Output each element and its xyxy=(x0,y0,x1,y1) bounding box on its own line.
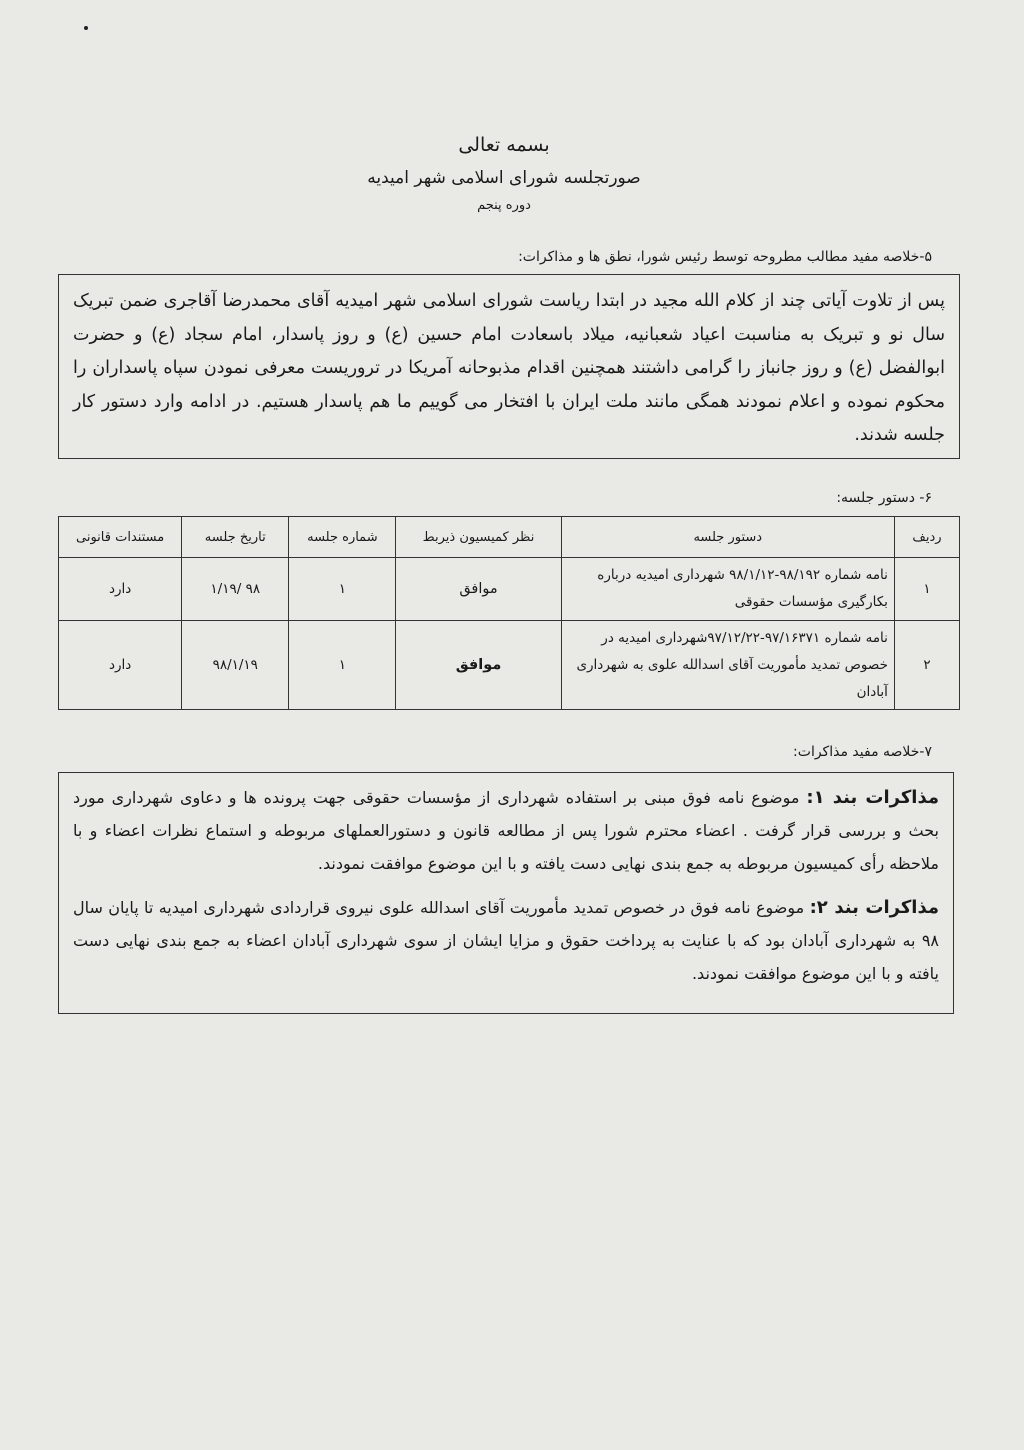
row-docs: دارد xyxy=(59,558,182,621)
discussion-text: موضوع نامه فوق مبنی بر استفاده شهرداری از مؤسسات حقوقی جهت پرونده ها و دعاوی شهرداری مورد بحث و بررسی قرار گرفت . اعضاء محترم شورا پس از مطالعه قانون و دستورالعملهای مربوطه و استماع نظرات اعضاء و با ملاحظه رأی کمیسیون مربوطه به جمع بندی نهایی دست یافته و با این موضوع موافقت نمودند. xyxy=(73,788,939,873)
col-header-opinion: نظر کمیسیون ذیربط xyxy=(396,517,561,558)
col-header-topic: دستور جلسه xyxy=(561,517,894,558)
row-topic: نامه شماره ۹۸/۱۹۲-۹۸/۱/۱۲ شهرداری امیدیه درباره بکارگیری مؤسسات حقوقی xyxy=(561,558,894,621)
row-date: ۹۸ /۱/۱۹ xyxy=(182,558,289,621)
table-row xyxy=(59,558,960,621)
col-header-docs: مستندات قانونی xyxy=(59,517,182,558)
section7-box xyxy=(58,772,954,1014)
ink-dot xyxy=(84,26,88,30)
row-opinion: موافق xyxy=(396,558,561,621)
section5-heading: ۵-خلاصه مفید مطالب مطروحه توسط رئیس شورا، نطق ها و مذاکرات: xyxy=(518,249,932,265)
row-docs: دارد xyxy=(59,621,182,710)
bismillah-heading: بسمه تعالی xyxy=(458,134,550,156)
discussion-label: مذاکرات بند ۱: xyxy=(806,787,939,808)
section5-box xyxy=(58,274,960,459)
agenda-table xyxy=(58,516,960,710)
document-title: صورتجلسه شورای اسلامی شهر امیدیه xyxy=(367,168,641,188)
row-topic: نامه شماره ۹۷/۱۶۳۷۱-۹۷/۱۲/۲۲شهرداری امیدیه در خصوص تمدید مأموریت آقای اسدالله علوی به شهرداری آبادان xyxy=(561,621,894,710)
agenda-header-row xyxy=(59,517,960,558)
row-index: ۲ xyxy=(894,621,959,710)
row-session: ۱ xyxy=(289,558,396,621)
row-opinion: موافق xyxy=(396,621,561,710)
discussion-item-1 xyxy=(73,781,939,880)
discussion-text: موضوع نامه فوق در خصوص تمدید مأموریت آقای اسدالله علوی نیروی قراردادی شهرداری امیدیه تا پایان سال ۹۸ به شهرداری آبادان بود که با عنایت به پرداخت حقوق و مزایا ایشان از سوی شهرداری آبادان اعضاء به جمع بندی نهایی دست یافته و با این موضوع موافقت نمودند. xyxy=(73,898,939,983)
section5-body: پس از تلاوت آیاتی چند از کلام الله مجید در ابتدا ریاست شورای اسلامی شهر امیدیه آقای محمدرضا آقاجری ضمن تبریک سال نو و تبریک به مناسبت اعیاد شعبانیه، میلاد باسعادت امام حسین (ع) و روز پاسدار، امام سجاد (ع) و حضرت ابوالفضل (ع) و روز جانباز را گرامی داشتند همچنین اقدام مذبوحانه آمریکا در تروریست معرفی نمودن سپاه پاسداران را محکوم نموده و اعلام نمودند همگی مانند ملت ایران با افتخار می گوییم ما هم پاسدار هستیم. در ادامه وارد دستور کار جلسه شدند. xyxy=(73,291,945,445)
discussion-label: مذاکرات بند ۲: xyxy=(809,897,940,918)
col-header-index: ردیف xyxy=(894,517,959,558)
council-term: دوره پنجم xyxy=(477,198,531,213)
discussion-item-2 xyxy=(73,891,939,990)
row-index: ۱ xyxy=(894,558,959,621)
row-session: ۱ xyxy=(289,621,396,710)
section6-heading: ۶- دستور جلسه: xyxy=(836,490,932,506)
section7-heading: ۷-خلاصه مفید مذاکرات: xyxy=(793,744,932,760)
col-header-session: شماره جلسه xyxy=(289,517,396,558)
col-header-date: تاریخ جلسه xyxy=(182,517,289,558)
row-date: ۹۸/۱/۱۹ xyxy=(182,621,289,710)
table-row xyxy=(59,621,960,710)
